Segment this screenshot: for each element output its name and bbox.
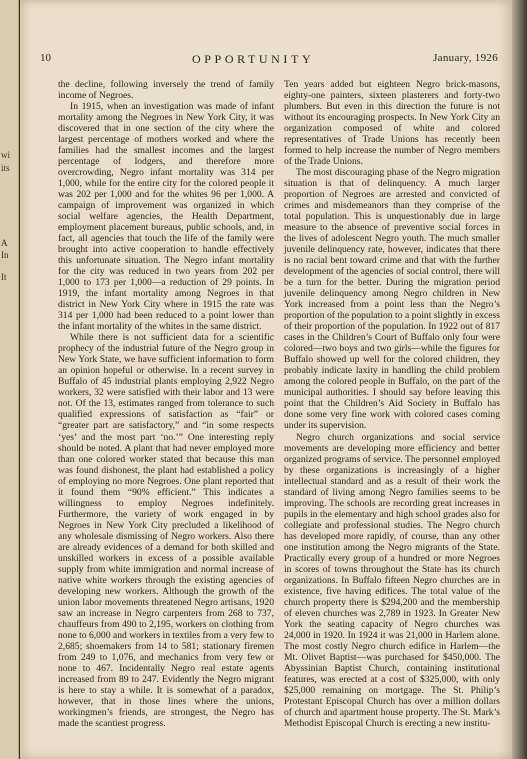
paragraph: In 1915, when an investigation was made of infant mortality among the Negroes in New York City, it was discovered that in one section of the city where the largest percentage of mothers worked and where the families had the smallest incomes and the largest percentage of lodgers, and therefore more overcrowding, Negro infant mortality was 314 per 1,000, while for the entire city for the colored people it was 202 per 1,000 and for the whites 96 per 1,000. A campaign of improvement was organized in which social welfare agencies, the Health Department, employment placement bureaus, public schools, and, in fact, all agencies that touch the life of the family were brought into active cooperation to handle effectively this unfortunate situation. The Negro infant mortality for the city was reduced in two years from 202 per 1,000 to 173 per 1,000—a reduction of 29 points. In 1919, the infant mortality among Negroes in that district in New York City where in 1915 the rate was 314 per 1,000 had been reduced to a point lower than the infant mortality of the whites in the same district. — [58, 101, 274, 333]
page-number: 10 — [40, 52, 51, 64]
margin-fragment-5: It — [1, 272, 7, 282]
margin-fragment-1: wi — [1, 150, 10, 160]
paragraph: While there is not sufficient data for a scientific prophecy of the industrial future of the Negro group in New York State, we have sufficient information to form an opinion hopeful or otherwise. In a recent survey in Buffalo of 45 industrial plants employing 2,922 Negro workers, 32 were satisfied with their labor and 13 were not. Of the 13, estimates ranged from tolerance to such qualified expressions of satisfaction as “fair” or “greater part are satisfactory,” and “in some respects ‘yes’ and the most part ‘no.’” One interesting reply should be noted. A plant that had never employed more than one colored worker stated that because this man was found dishonest, the plant had established a policy of employing no more Negroes. One plant reported that it found them “90% efficient.” This indicates a willingness to employ Negroes indefinitely. Furthermore, the variety of work engaged in by Negroes in New York City precluded a likelihood of any wholesale dismissing of Negro workers. Also there are already evidences of a demand for both skilled and unskilled workers in excess of a possible available supply from white immigration and normal increase of native white workers through the existing agencies of developing new workers. Although the growth of the union labor movements threatened Negro artisans, 1920 saw an increase in Negro carpenters from 268 to 737, chauffeurs from 490 to 2,195, workers on clothing from none to 6,000 and workers in textiles from a very few to 2,685; shoemakers from 14 to 581; stationary firemen from 249 to 1,076, and mechanics from very few or none to 467. Incidentally Negro real estate agents increased from 89 to 247. Evidently the Negro migrant is here to stay a while. It is somewhat of a paradox, however, that in those lines where the unions, workingmen’s friends, are strongest, the Negro has made the scantiest progress. — [58, 332, 274, 729]
paragraph: The most discouraging phase of the Negro migration situation is that of delinquency. A much larger proportion of Negroes are arrested and convicted of crimes and misdemeanors than they comprise of the total population. This is unquestionably due in large measure to the absence of preventive social forces in the lives of adolescent Negro youth. The much smaller juvenile delinquency rate, however, indicates that there is no racial bent toward crime and that with the further development of the agencies of social control, there will be a turn for the better. During the migration period juvenile delinquency among Negro children in New York increased from a point less than the Negro’s proportion of the population to a point slightly in excess of their proportion of the population. In 1922 out of 817 cases in the Children’s Court of Buffalo only four were colored—two boys and two girls—while the figures for Buffalo showed up well for the colored children, they probably indicate laxity in handling the child problem among the colored people in Buffalo, on the part of the municipal authorities. I should say before leaving this point that the Children’s Aid Society in Buffalo has done some very fine work with colored cases coming under its supervision. — [284, 167, 500, 432]
paragraph: the decline, following inversely the trend of family income of Negroes. — [58, 79, 274, 102]
margin-fragment-3: A — [1, 238, 8, 248]
margin-fragment-4: In — [1, 250, 9, 260]
page-header — [40, 52, 498, 68]
issue-date: January, 1926 — [433, 52, 498, 64]
paragraph: Negro church organizations and social service movements are developing more efficiency and better organized programs of service. The personnel employed by these organizations is increasingly of a higher intellectual standard and as a result of their work the standard of living among Negro families seems to be improving. The schools are recording great increases in pupils in the elementary and high school grades also for collegiate and professional studies. The Negro church has developed more rapidly, of course, than any other one institution among the Negro migrants of the State. Practically every group of a hundred or more Negroes in scores of towns throughout the State has its church organizations. In Buffalo fifteen Negro churches are in existence, five having edifices. The total value of the church property there is $294,200 and the membership of eleven churches was 2,789 in 1923. In Greater New York the seating capacity of Negro churches was 24,000 in 1920. In 1924 it was 21,000 in Harlem alone. The most costly Negro church edifice in Harlem—the Mt. Olivet Baptist—was purchased for $450,000. The Abyssinian Baptist Church, containing institutional features, was erected at a cost of $325,000, with only $25,000 remaining on mortgage. The St. Philip’s Protestant Episcopal Church has over a million dollars of church and apartment house property. The St. Mark’s Methodist Episcopal Church is erecting a new institu- — [284, 431, 500, 729]
adjacent-page-fragment — [0, 0, 19, 759]
text-column-right — [284, 79, 500, 729]
text-column-left — [58, 79, 274, 729]
margin-fragment-2: its — [1, 163, 10, 173]
page-edge-shadow — [512, 0, 527, 759]
magazine-title: OPPORTUNITY — [192, 52, 315, 66]
paragraph: Ten years added but eighteen Negro brick-masons, eighty-one painters, sixteen plasterers and forty-two plumbers. But even in this direction the future is not without its encouraging prospects. In New York City an organization composed of white and colored representatives of Trade Unions has recently been formed to help increase the number of Negro members of the Trade Unions. — [284, 79, 500, 168]
